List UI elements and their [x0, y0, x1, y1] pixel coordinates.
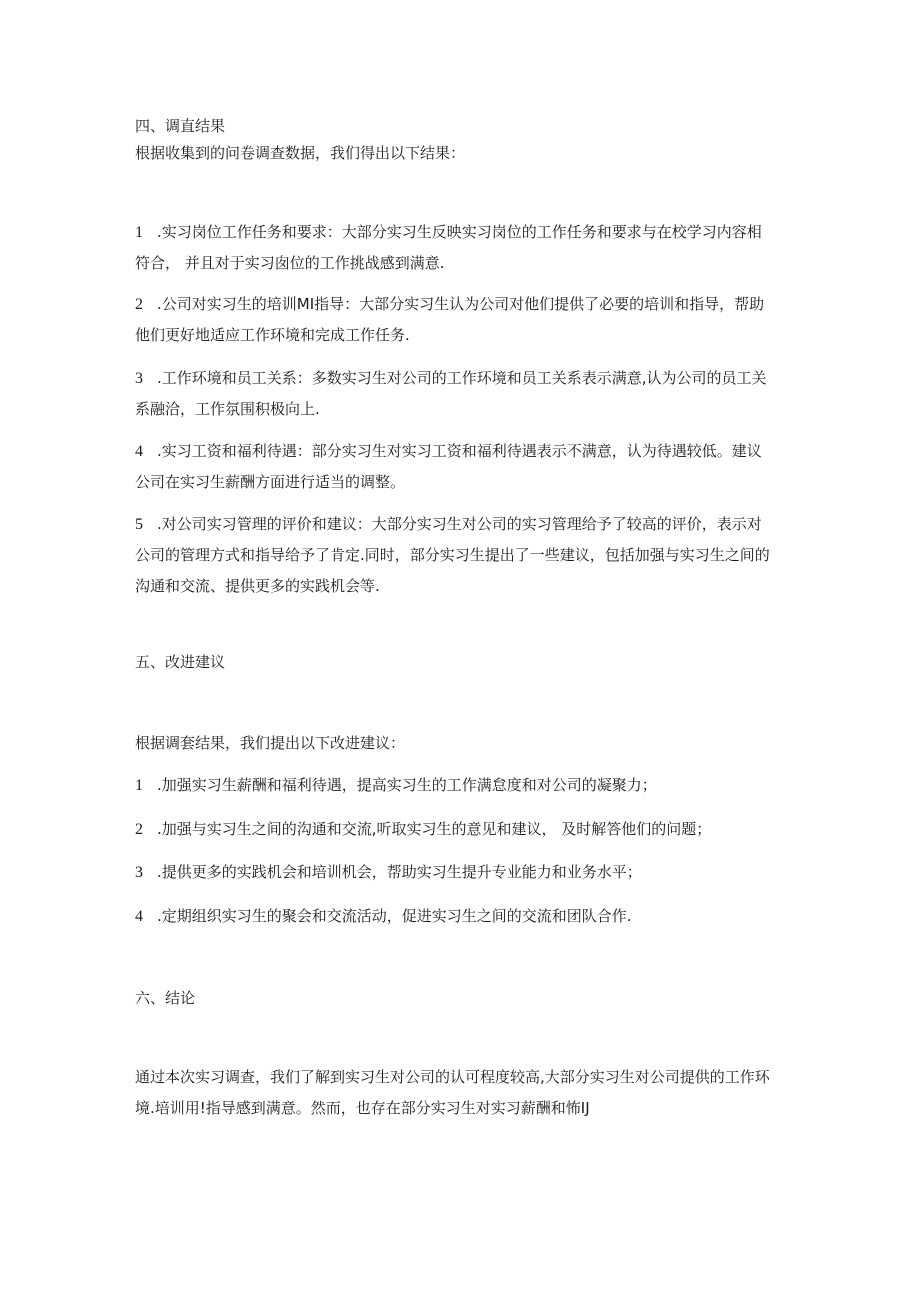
section-5-heading: 五、改进建议: [135, 653, 226, 671]
item-number: 3: [135, 864, 143, 881]
item-text: .实习工资和福利待遇：部分实习生对实习工资和福利待遇表示不满意，认为待遇较低。建议: [157, 442, 762, 460]
suggestion-item-4: [135, 901, 795, 932]
result-item-4: [135, 436, 795, 498]
suggestion-item-2: [135, 814, 795, 845]
item-number: 5: [135, 516, 143, 533]
result-item-5: [135, 509, 795, 602]
item-text: .提供更多的实践机会和培训机会，帮助实习生提升专业能力和业务水平；: [157, 863, 642, 881]
item-text: .加强与实习生之间的沟通和交流,听取实习生的意见和建议， 及时解答他们的问题；: [157, 820, 712, 838]
item-number: 2: [135, 296, 143, 313]
item-text: .定期组织实习生的聚会和交流活动，促进实习生之间的交流和团队合作.: [157, 907, 632, 925]
item-number: 4: [135, 908, 143, 925]
item-text-cont: 系融洽，工作氛围积极向上.: [135, 400, 320, 418]
item-number: 2: [135, 821, 143, 838]
item-text: .对公司实习管理的评价和建议：大部分实习生对公司的实习管理给予了较高的评价，表示对: [157, 515, 762, 533]
item-text-cont: 符合， 并且对于实习囱位的工作挑战感到满意.: [135, 254, 445, 272]
item-text-cont: 沟通和交流、提供更多的实践机会等.: [135, 577, 380, 595]
section-5-intro: 根据调套结果，我们提出以下改进建议：: [135, 734, 406, 752]
item-number: 3: [135, 370, 143, 387]
suggestion-item-3: [135, 857, 795, 888]
section-6-heading: 六、结论: [135, 989, 196, 1007]
item-text-cont: 公司在实习生薪酬方面进行适当的调整。: [135, 473, 406, 491]
item-text: .工作环境和员工关系：多数实习生对公司的工作环境和员工关系表示满意,认为公司的员工关: [157, 369, 767, 387]
item-text: .实习岗位工作任务和要求：大部分实习生反映实习岗位的工作任务和要求与在校学习内容相: [157, 223, 762, 241]
item-text-cont: 公司的管理方式和指导给予了肯定.同时，部分实习生提出了一些建议，包括加强与实习生之间的: [135, 546, 770, 564]
suggestion-item-1: [135, 770, 795, 801]
item-text: .公司对实习生的培训MI指导：大部分实习生认为公司对他们提供了必要的培训和指导，帮助: [157, 295, 765, 313]
result-item-3: [135, 363, 795, 425]
conclusion-line: 境.培训用!指导感到满意。然而，也存在部分实习生对实习薪酬和怖IJ: [135, 1099, 590, 1117]
item-number: 1: [135, 777, 143, 794]
section-4-heading: 四、调直结果: [135, 117, 226, 135]
item-text: .加强实习生薪酬和福利待遇，提高实习生的工作满怠度和对公司的凝聚力；: [157, 776, 657, 794]
conclusion-paragraph: [135, 1062, 795, 1124]
conclusion-line: 通过本次实习调查，我们了解到实习生对公司的认可程度较高,大部分实习生对公司提供的工作环: [135, 1068, 770, 1086]
result-item-2: [135, 289, 795, 351]
item-number: 1: [135, 224, 143, 241]
item-text-cont: 他们更好地适应工作环境和完成工作任务.: [135, 326, 410, 344]
result-item-1: [135, 217, 795, 279]
item-number: 4: [135, 443, 143, 460]
section-4-intro: 根据收集到的问卷调查数据，我们得出以下结果：: [135, 144, 466, 162]
